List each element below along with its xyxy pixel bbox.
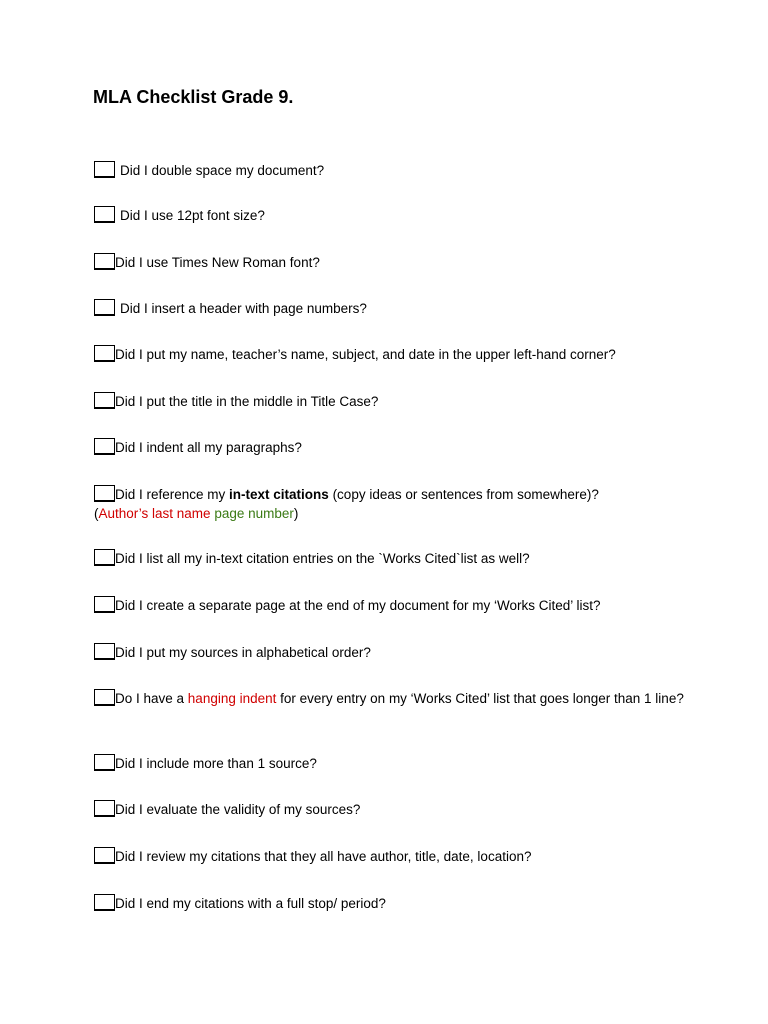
checklist-item — [94, 299, 684, 319]
item-text-prefix: Do I have a — [115, 691, 188, 706]
checkbox[interactable] — [94, 161, 115, 178]
checkbox[interactable] — [94, 596, 115, 613]
checkbox[interactable] — [94, 549, 115, 566]
item-text: Did I put the title in the middle in Title Case? — [115, 394, 379, 409]
item-text-suffix: for every entry on my ‘Works Cited’ list that goes longer than 1 line? — [276, 691, 684, 706]
item-text: Did I indent all my paragraphs? — [115, 440, 302, 455]
checkbox[interactable] — [94, 392, 115, 409]
checklist-item — [94, 549, 684, 569]
close-paren: ) — [293, 505, 299, 521]
checkbox[interactable] — [94, 206, 115, 223]
item-text: Did I review my citations that they all have author, title, date, location? — [115, 849, 532, 864]
in-text-citations-term: in-text citations — [229, 487, 329, 502]
item-text: Did I evaluate the validity of my sources? — [115, 802, 361, 817]
checkbox[interactable] — [94, 438, 115, 455]
checkbox[interactable] — [94, 894, 115, 911]
item-text: Did I put my name, teacher’s name, subject, and date in the upper left-hand corner? — [115, 347, 616, 362]
checkbox[interactable] — [94, 485, 115, 502]
page-number-label: page number — [214, 505, 294, 521]
item-text-prefix: Did I reference my — [115, 487, 230, 502]
checklist-item — [94, 206, 684, 226]
checklist-item — [94, 596, 684, 616]
checkbox[interactable] — [94, 847, 115, 864]
checklist-item — [94, 689, 684, 709]
checklist-item — [94, 485, 684, 523]
checkbox[interactable] — [94, 754, 115, 771]
checkbox[interactable] — [94, 345, 115, 362]
checklist-item — [94, 253, 684, 273]
item-text: Did I end my citations with a full stop/ period? — [115, 896, 386, 911]
checkbox[interactable] — [94, 299, 115, 316]
item-text-suffix: (copy ideas or sentences from somewhere)? — [328, 487, 599, 502]
item-text: Did I insert a header with page numbers? — [120, 301, 367, 316]
checkbox[interactable] — [94, 689, 115, 706]
item-text: Did I use Times New Roman font? — [115, 255, 320, 270]
checklist-item — [94, 392, 684, 412]
item-text: Did I use 12pt font size? — [120, 208, 265, 223]
checkbox[interactable] — [94, 800, 115, 817]
checklist-item — [94, 438, 684, 458]
hanging-indent-term: hanging indent — [187, 691, 277, 706]
author-last-name-label: Author’s last name — [98, 505, 211, 521]
item-text: Did I include more than 1 source? — [115, 756, 317, 771]
open-paren: ( — [94, 505, 99, 521]
checklist-item — [94, 345, 684, 365]
checklist-item — [94, 800, 684, 820]
item-text: Did I put my sources in alphabetical order? — [115, 645, 371, 660]
checklist-item — [94, 894, 684, 914]
checklist-item — [94, 161, 684, 181]
item-text: Did I double space my document? — [120, 163, 325, 178]
checkbox[interactable] — [94, 253, 115, 270]
page-title: MLA Checklist Grade 9. — [93, 87, 294, 107]
checkbox[interactable] — [94, 643, 115, 660]
item-text: Did I list all my in-text citation entries on the `Works Cited`list as well? — [115, 551, 530, 566]
checklist-item — [94, 847, 684, 867]
item-text: Did I create a separate page at the end of my document for my ‘Works Cited’ list? — [115, 598, 601, 613]
checklist-item — [94, 643, 684, 663]
checklist-item — [94, 754, 684, 774]
